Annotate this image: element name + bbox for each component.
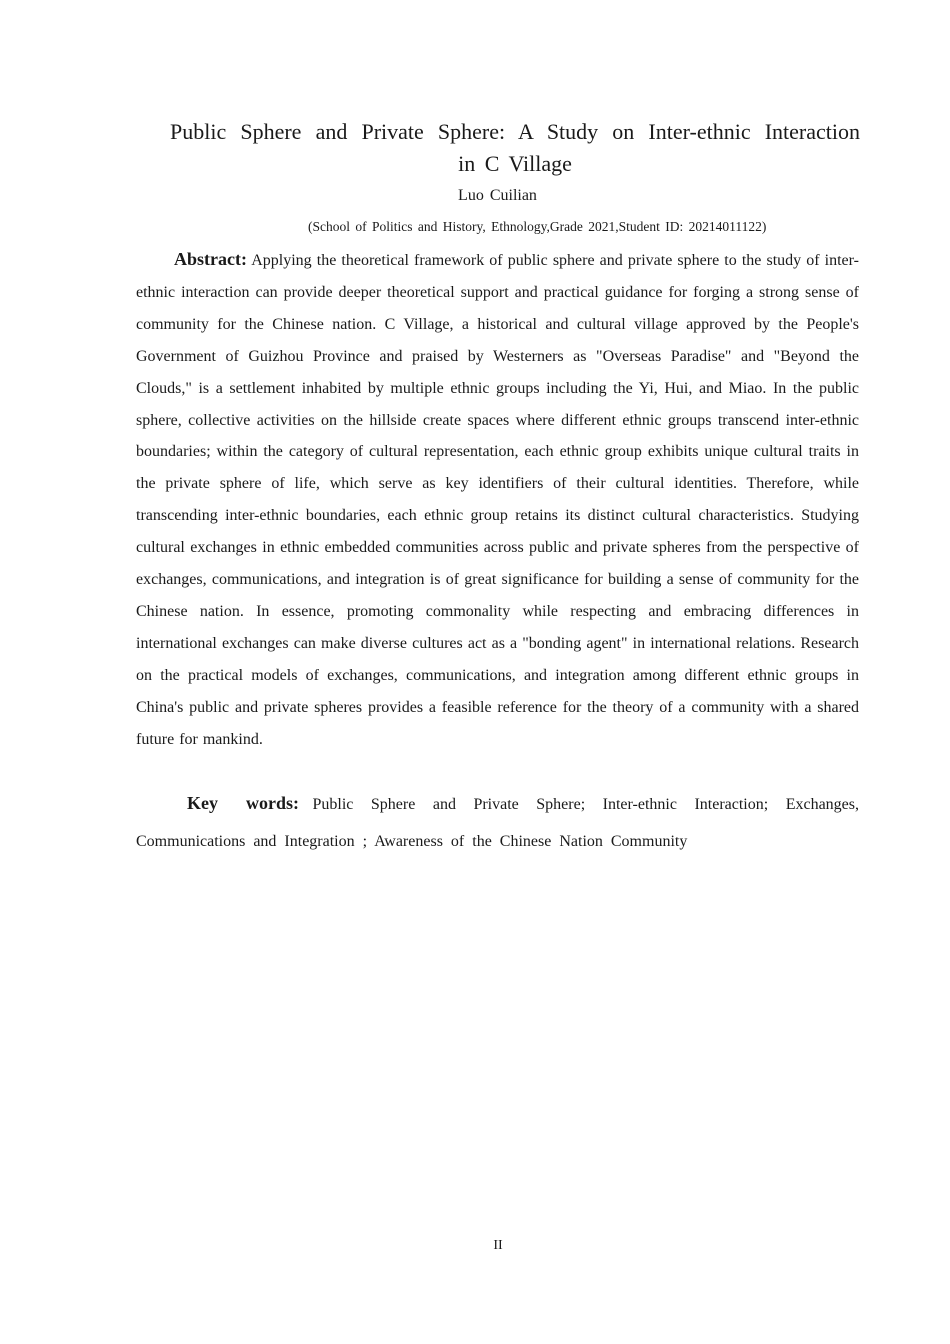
abstract-text: Applying the theoretical framework of public sphere and private sphere to the study of inter-ethnic interaction can provide deeper theoretical support and practical guidance for forging a strong sense of community for the Chinese nation. C Village, a historical and cultural village approved by the People's Government of Guizhou Province and praised by Westerners as "Overseas Paradise" and "Beyond the Clouds," is a settlement inhabited by multiple ethnic groups including the Yi, Hui, and Miao. In the public sphere, collective activities on the hillside create spaces where different ethnic groups transcend inter-ethnic boundaries; within the category of cultural representation, each ethnic group exhibits unique cultural traits in the private sphere of life, which serve as key identifiers of their cultural identities. Therefore, while transcending inter-ethnic boundaries, each ethnic group retains its distinct cultural characteristics. Studying cultural exchanges in ethnic embedded communities across public and private spheres from the perspective of exchanges, communications, and integration is of great significance for building a sense of community for the Chinese nation. In essence, promoting commonality while respecting and embracing differences in international exchanges can make diverse cultures act as a "bonding agent" in international relations. Research on the practical models of exchanges, communications, and integration among different ethnic groups in China's public and private spheres provides a feasible reference for the theory of a community with a shared future for mankind. bbox=[136, 252, 859, 748]
abstract-paragraph bbox=[136, 244, 859, 756]
abstract-label: Abstract: bbox=[174, 249, 247, 269]
keywords-label: Key words: bbox=[187, 793, 299, 813]
keywords-text: Public Sphere and Private Sphere; Inter-ethnic Interaction; Exchanges, Communications and Integration ; Awareness of the Chinese Nation Community bbox=[136, 796, 860, 850]
author-affiliation: (School of Politics and History, Ethnology,Grade 2021,Student ID: 20214011122) bbox=[308, 219, 767, 234]
author-name: Luo Cuilian bbox=[458, 187, 537, 204]
paper-title bbox=[170, 116, 860, 180]
paper-title-line-2: in C Village bbox=[458, 151, 572, 176]
page-number: II bbox=[493, 1238, 503, 1253]
keywords-paragraph bbox=[136, 785, 859, 860]
paper-title-line-1: Public Sphere and Private Sphere: A Study on Inter-ethnic Interaction bbox=[170, 119, 860, 144]
